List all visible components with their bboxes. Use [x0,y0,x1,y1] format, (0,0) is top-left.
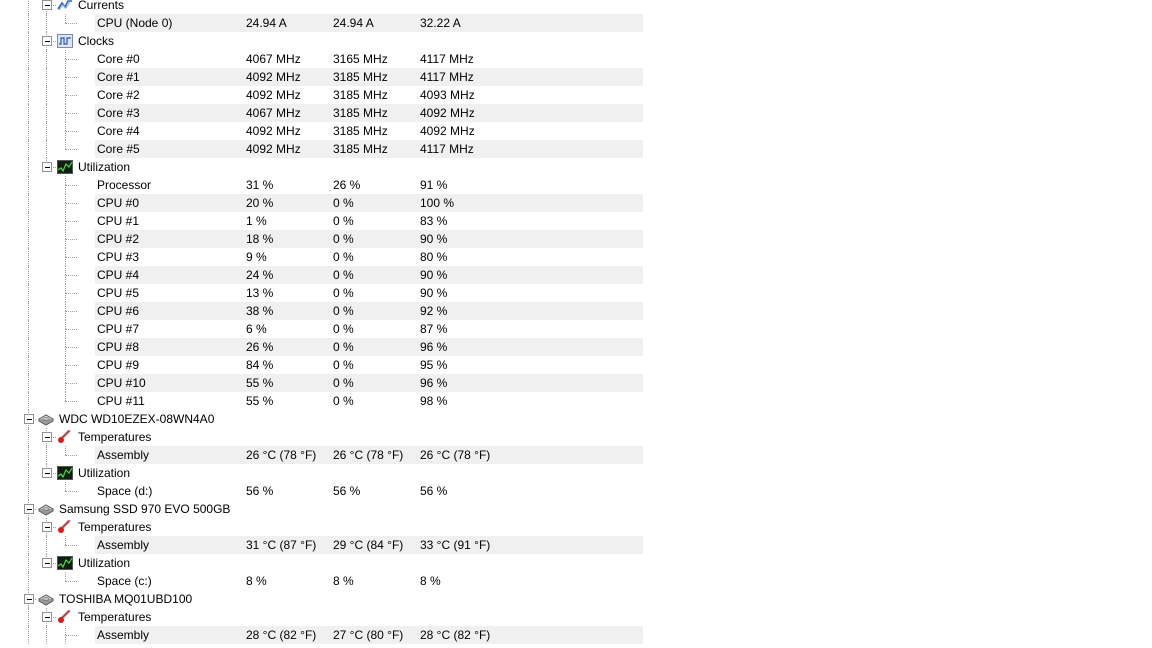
minimum-value: 3185 MHz [333,106,388,120]
tree-line [65,347,77,348]
tree-line [28,32,29,50]
collapse-toggle[interactable] [24,504,34,514]
tree-line [46,536,47,554]
sensor-row-assembly[interactable] [0,536,1152,554]
tree-line [46,50,47,68]
tree-line [28,554,29,572]
maximum-value: 26 °C (78 °F) [420,448,491,462]
maximum-value: 32.22 A [420,16,461,30]
hard-drive-icon [38,502,54,516]
group-label: Clocks [78,34,115,48]
tree-line [28,212,29,230]
tree-line [65,275,77,276]
collapse-toggle[interactable] [42,0,52,10]
thermometer-icon [57,520,73,534]
tree-line [65,257,77,258]
minimum-value: 8 % [333,574,354,588]
maximum-value: 4092 MHz [420,124,475,138]
tree-line [65,77,66,86]
device-label: WDC WD10EZEX-08WN4A0 [59,412,215,426]
minimum-value: 0 % [333,250,354,264]
current-value: 84 % [246,358,274,372]
group-label: Utilization [78,466,131,480]
tree-line [65,239,77,240]
tree-line [65,221,77,222]
sensor-label: Assembly [97,448,150,462]
sensor-label: Core #3 [97,106,140,120]
group-label: Temperatures [78,430,152,444]
device-node-wdc-wd10ezex-08wn4a0[interactable] [0,410,1152,428]
utilization-icon [57,160,73,174]
tree-line [65,293,77,294]
tree-line [65,302,66,311]
maximum-value: 4117 MHz [420,52,474,66]
current-value: 38 % [246,304,274,318]
current-value: 28 °C (82 °F) [246,628,317,642]
sensor-row-core-1[interactable] [0,68,1152,86]
tree-line [28,302,29,320]
current-icon [57,0,73,12]
maximum-value: 98 % [420,394,448,408]
tree-line [65,293,66,302]
collapse-toggle[interactable] [42,522,52,532]
current-value: 55 % [246,376,274,390]
row-band [95,374,643,392]
tree-line [46,68,47,86]
maximum-value: 8 % [420,574,441,588]
minimum-value: 0 % [333,358,354,372]
minimum-value: 3185 MHz [333,142,388,156]
row-band [95,266,643,284]
sensor-label: CPU #5 [97,286,140,300]
sensor-row-assembly[interactable] [0,446,1152,464]
thermometer-icon [57,610,73,624]
tree-line [65,311,66,320]
tree-line [28,428,29,446]
maximum-value: 96 % [420,340,448,354]
tree-line [28,14,29,32]
clock-icon [57,34,73,48]
tree-line [28,464,29,482]
sensor-row-cpu-node-0[interactable] [0,14,1152,32]
maximum-value: 95 % [420,358,448,372]
tree-line [65,329,77,330]
minimum-value: 24.94 A [333,16,374,30]
tree-line [65,266,66,275]
maximum-value: 96 % [420,376,448,390]
sensor-row-space-d[interactable] [0,482,1152,500]
group-node-temperatures[interactable] [0,608,1152,626]
current-value: 31 % [246,178,274,192]
current-value: 4092 MHz [246,88,301,102]
tree-line [28,50,29,68]
tree-line [65,149,77,150]
sensor-row-core-0[interactable] [0,50,1152,68]
maximum-value: 28 °C (82 °F) [420,628,491,642]
current-value: 18 % [246,232,274,246]
tree-line [65,131,77,132]
tree-line [65,581,77,582]
sensor-row-assembly[interactable] [0,626,1152,644]
sensor-row-cpu-2[interactable] [0,230,1152,248]
minimum-value: 0 % [333,232,354,246]
tree-line [65,311,77,312]
tree-line [65,50,66,59]
tree-line [65,23,77,24]
tree-line [28,104,29,122]
group-label: Utilization [78,160,131,174]
tree-line [65,383,77,384]
collapse-toggle[interactable] [42,432,52,442]
thermometer-icon [57,430,73,444]
sensor-row-cpu-11[interactable] [0,392,1152,410]
tree-line [65,365,66,374]
tree-line [28,140,29,158]
maximum-value: 87 % [420,322,448,336]
tree-line [65,95,66,104]
collapse-toggle[interactable] [24,414,34,424]
tree-line [46,14,47,32]
maximum-value: 83 % [420,214,448,228]
sensor-row-cpu-10[interactable] [0,374,1152,392]
group-label: Currents [78,0,125,12]
collapse-toggle[interactable] [42,162,52,172]
tree-line [65,347,66,356]
maximum-value: 33 °C (91 °F) [420,538,491,552]
sensor-row-core-3[interactable] [0,104,1152,122]
tree-line [65,257,66,266]
tree-line [65,140,66,149]
tree-line [28,248,29,266]
tree-line [65,185,66,194]
row-band [95,248,643,266]
sensor-label: CPU #9 [97,358,140,372]
tree-line [65,221,66,230]
tree-line [46,122,47,140]
tree-line [28,518,29,536]
tree-line [65,113,66,122]
group-node-temperatures[interactable] [0,518,1152,536]
tree-line [65,275,66,284]
sensor-row-cpu-0[interactable] [0,194,1152,212]
tree-line [28,572,29,590]
group-node-currents[interactable] [0,0,1152,14]
tree-line [65,131,66,140]
minimum-value: 0 % [333,376,354,390]
maximum-value: 90 % [420,232,448,246]
row-band [95,392,643,410]
tree-line [65,572,66,581]
tree-line [65,320,66,329]
tree-line [28,284,29,302]
tree-line [28,392,29,410]
current-value: 26 % [246,340,274,354]
collapse-toggle[interactable] [42,468,52,478]
current-value: 24 % [246,268,274,282]
minimum-value: 0 % [333,304,354,318]
sensor-row-cpu-4[interactable] [0,266,1152,284]
current-value: 4067 MHz [246,106,301,120]
current-value: 4092 MHz [246,142,301,156]
tree-line [65,185,77,186]
maximum-value: 90 % [420,286,448,300]
utilization-icon [57,466,73,480]
maximum-value: 80 % [420,250,448,264]
maximum-value: 100 % [420,196,455,210]
tree-line [28,608,29,626]
minimum-value: 26 % [333,178,361,192]
tree-line [65,95,77,96]
sensor-label: Core #2 [97,88,140,102]
row-band [95,212,643,230]
row-band [95,230,643,248]
tree-line [28,482,29,500]
tree-line [65,626,66,635]
tree-line [65,248,66,257]
minimum-value: 27 °C (80 °F) [333,628,404,642]
tree-line [65,482,66,491]
tree-line [65,203,66,212]
sensor-label: CPU #7 [97,322,140,336]
minimum-value: 0 % [333,322,354,336]
maximum-value: 91 % [420,178,448,192]
tree-line [46,140,47,158]
maximum-value: 4117 MHz [420,142,474,156]
tree-line [28,356,29,374]
sensor-label: CPU #4 [97,268,140,282]
current-value: 4092 MHz [246,124,301,138]
minimum-value: 56 % [333,484,361,498]
tree-line [28,68,29,86]
minimum-value: 0 % [333,394,354,408]
sensor-row-cpu-5[interactable] [0,284,1152,302]
minimum-value: 0 % [333,214,354,228]
minimum-value: 3185 MHz [333,70,388,84]
sensor-label: CPU #8 [97,340,140,354]
current-value: 4092 MHz [246,70,301,84]
tree-line [65,491,77,492]
device-label: Samsung SSD 970 EVO 500GB [59,502,231,516]
minimum-value: 29 °C (84 °F) [333,538,404,552]
current-value: 24.94 A [246,16,287,30]
row-band [95,176,643,194]
sensor-label: Core #4 [97,124,140,138]
row-band [95,482,643,500]
tree-line [65,194,66,203]
maximum-value: 4093 MHz [420,88,475,102]
tree-line [65,14,66,23]
sensor-row-cpu-1[interactable] [0,212,1152,230]
tree-line [28,374,29,392]
minimum-value: 0 % [333,268,354,282]
tree-line [28,446,29,464]
current-value: 6 % [246,322,267,336]
tree-line [65,545,77,546]
group-node-temperatures[interactable] [0,428,1152,446]
tree-line [65,284,66,293]
minimum-value: 26 °C (78 °F) [333,448,404,462]
row-band [95,284,643,302]
sensor-label: Processor [97,178,152,192]
tree-line [65,122,66,131]
current-value: 1 % [246,214,267,228]
sensor-label: CPU #6 [97,304,140,318]
tree-line [65,104,66,113]
hard-drive-icon [38,412,54,426]
tree-line [65,77,77,78]
maximum-value: 4092 MHz [420,106,475,120]
sensor-label: CPU #0 [97,196,140,210]
current-value: 4067 MHz [246,52,301,66]
tree-line [65,635,66,644]
sensor-label: CPU #10 [97,376,146,390]
row-band [95,572,643,590]
minimum-value: 0 % [333,196,354,210]
tree-line [65,338,66,347]
collapse-toggle[interactable] [42,612,52,622]
group-label: Temperatures [78,520,152,534]
collapse-toggle[interactable] [42,558,52,568]
tree-line [46,446,47,464]
tree-line [65,113,77,114]
tree-line [28,338,29,356]
minimum-value: 3165 MHz [333,52,388,66]
sensor-label: Core #1 [97,70,140,84]
tree-line [65,59,66,68]
tree-line [28,122,29,140]
maximum-value: 92 % [420,304,448,318]
tree-line [65,365,77,366]
collapse-toggle[interactable] [42,36,52,46]
minimum-value: 3185 MHz [333,124,388,138]
device-node-samsung-ssd-970-evo-500gb[interactable] [0,500,1152,518]
group-label: Utilization [78,556,131,570]
tree-line [65,212,66,221]
current-value: 20 % [246,196,274,210]
tree-line [46,626,47,644]
tree-line [65,383,66,392]
sensor-row-space-c[interactable] [0,572,1152,590]
current-value: 13 % [246,286,274,300]
device-label: TOSHIBA MQ01UBD100 [59,592,193,606]
sensor-row-processor[interactable] [0,176,1152,194]
tree-line [28,86,29,104]
group-node-utilization[interactable] [0,158,1152,176]
tree-line [28,0,29,14]
current-value: 9 % [246,250,267,264]
current-value: 26 °C (78 °F) [246,448,317,462]
tree-line [65,86,66,95]
tree-line [28,536,29,554]
utilization-icon [57,556,73,570]
minimum-value: 0 % [333,286,354,300]
collapse-toggle[interactable] [24,594,34,604]
tree-line [28,194,29,212]
tree-line [28,266,29,284]
tree-line [65,203,77,204]
tree-line [65,455,77,456]
current-value: 31 °C (87 °F) [246,538,317,552]
sensor-label: CPU (Node 0) [97,16,173,30]
tree-line [65,329,66,338]
tree-line [65,446,66,455]
group-node-utilization[interactable] [0,464,1152,482]
sensor-row-cpu-7[interactable] [0,320,1152,338]
tree-line [28,230,29,248]
sensor-row-core-4[interactable] [0,122,1152,140]
sensor-row-cpu-8[interactable] [0,338,1152,356]
tree-line [65,59,77,60]
row-band [95,338,643,356]
tree-line [65,239,66,248]
sensor-label: CPU #11 [97,394,145,408]
tree-line [65,374,66,383]
sensor-row-cpu-9[interactable] [0,356,1152,374]
hard-drive-icon [38,592,54,606]
tree-line [28,158,29,176]
tree-line [65,68,66,77]
maximum-value: 90 % [420,268,448,282]
current-value: 56 % [246,484,274,498]
sensor-label: Assembly [97,538,150,552]
tree-line [65,536,66,545]
sensor-label: Core #5 [97,142,140,156]
current-value: 55 % [246,394,274,408]
tree-line [65,401,77,402]
sensor-label: CPU #3 [97,250,140,264]
current-value: 8 % [246,574,267,588]
sensor-row-cpu-6[interactable] [0,302,1152,320]
tree-line [46,86,47,104]
tree-line [65,356,66,365]
group-node-clocks[interactable] [0,32,1152,50]
tree-line [65,176,66,185]
tree-line [65,635,77,636]
tree-line [65,230,66,239]
group-label: Temperatures [78,610,152,624]
row-band [95,194,643,212]
sensor-label: Core #0 [97,52,140,66]
tree-line [28,320,29,338]
row-band [95,320,643,338]
sensor-label: CPU #1 [97,214,140,228]
row-band [95,356,643,374]
tree-line [28,626,29,644]
maximum-value: 56 % [420,484,448,498]
sensor-row-core-5[interactable] [0,140,1152,158]
sensor-label: CPU #2 [97,232,140,246]
device-node-toshiba-mq01ubd100[interactable] [0,590,1152,608]
sensor-row-cpu-3[interactable] [0,248,1152,266]
sensor-label: Space (c:) [97,574,152,588]
row-band [95,302,643,320]
minimum-value: 0 % [333,340,354,354]
minimum-value: 3185 MHz [333,88,388,102]
maximum-value: 4117 MHz [420,70,474,84]
sensor-row-core-2[interactable] [0,86,1152,104]
tree-line [46,104,47,122]
sensor-label: Space (d:) [97,484,153,498]
tree-line [28,176,29,194]
group-node-utilization[interactable] [0,554,1152,572]
sensor-label: Assembly [97,628,150,642]
tree-line [65,392,66,401]
